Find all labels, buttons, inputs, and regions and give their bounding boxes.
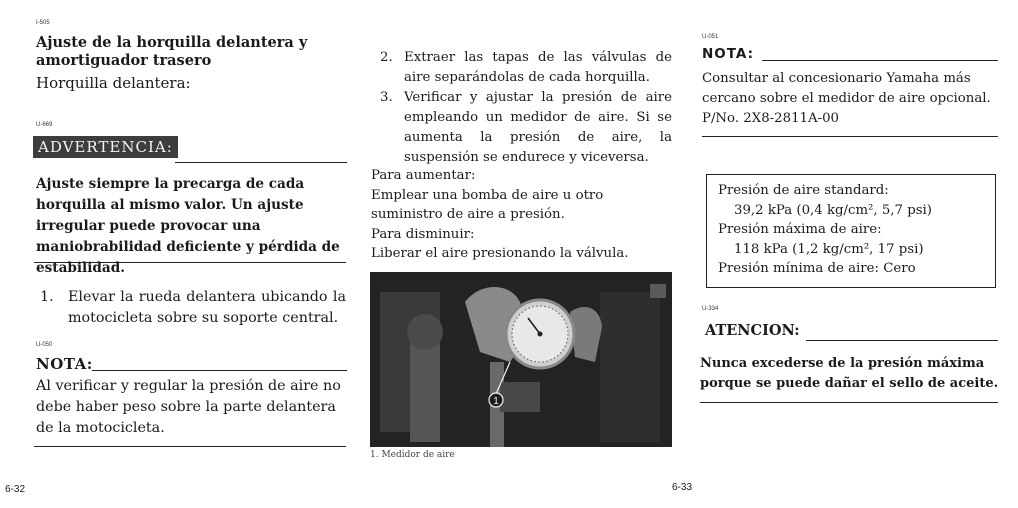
spec-min: Presión mínima de aire: Cero [718,261,916,276]
section-subtitle: Horquilla delantera: [36,74,191,92]
right-nota-bottom-rule [702,136,998,137]
atencion-label: ATENCION: [705,322,800,339]
page-number-right: 6-33 [672,482,693,493]
spec-max-label: Presión máxima de aire: [718,222,882,237]
warning-label: ADVERTENCIA: [33,136,178,158]
spec-standard-value: 39,2 kPa (0,4 kg/cm², 5,7 psi) [734,203,932,218]
photo-caption: 1. Medidor de aire [370,450,455,460]
step-3-text: Verificar y ajustar la presión de aire empleando un medidor de aire. Si se aumenta la presión de aire, la suspensión se endurece y viceversa. [404,90,672,165]
right-nota-body [702,69,998,129]
part-number: P/No. 2X8-2811A-00 [702,111,840,126]
step-1 [40,287,346,329]
step-2-number: 2. [380,50,393,65]
warning-bottom-rule [34,262,346,263]
warning-code: U-669 [36,122,53,128]
warning-body: Ajuste siempre la precarga de cada horquilla al mismo valor. Un ajuste irregular puede provocar una maniobrabilidad deficiente y pérdida de estabilidad. [36,176,340,276]
step-1-text: Elevar la rueda delantera ubicando la motocicleta sobre su soporte central. [68,289,346,326]
right-nota-text: Consultar al concesionario Yamaha más cercano sobre el medidor de aire opcional. [702,71,991,106]
decrease-label: Para disminuir: [371,226,475,242]
atencion-bottom-rule [700,402,998,403]
adjust-instructions [371,166,671,264]
step-2-text: Extraer las tapas de las válvulas de aire separándolas de cada horquilla. [404,50,672,85]
section-code: I-505 [36,20,50,26]
steps-list [380,48,672,168]
spec-standard-label: Presión de aire standard: [718,183,889,198]
photo-callout-number: 1 [493,396,499,407]
nota-label: NOTA: [36,355,93,373]
right-nota-label: NOTA: [702,46,755,62]
section-title: Ajuste de la horquilla delantera y amortiguador trasero [36,34,308,69]
nota-bottom-rule [34,446,346,447]
pressure-spec-box [706,174,996,288]
right-nota-label-rule [762,60,998,61]
warning-label-rule [175,162,347,163]
atencion-code: U-334 [702,306,719,312]
page-number-left: 6-32 [5,484,26,495]
nota-label-rule [92,370,347,371]
atencion-label-rule [806,340,998,341]
decrease-text: Liberar el aire presionando la válvula. [371,246,629,261]
nota-code: U-050 [36,342,53,348]
step-1-number: 1. [40,289,54,305]
step-2 [380,48,672,88]
nota-body: Al verificar y regular la presión de aire no debe haber peso sobre la parte delantera de la motocicleta. [36,378,341,436]
increase-text: Emplear una bomba de aire u otro suministro de aire a presión. [371,187,604,222]
air-gauge-photo [370,272,672,447]
step-3-number: 3. [380,90,393,105]
step-3 [380,88,672,168]
spec-max-value: 118 kPa (1,2 kg/cm², 17 psi) [734,242,924,257]
increase-label: Para aumentar: [371,168,476,183]
atencion-body: Nunca excederse de la presión máxima porque se puede dañar el sello de aceite. [700,356,999,391]
right-nota-code: U-051 [702,34,719,40]
